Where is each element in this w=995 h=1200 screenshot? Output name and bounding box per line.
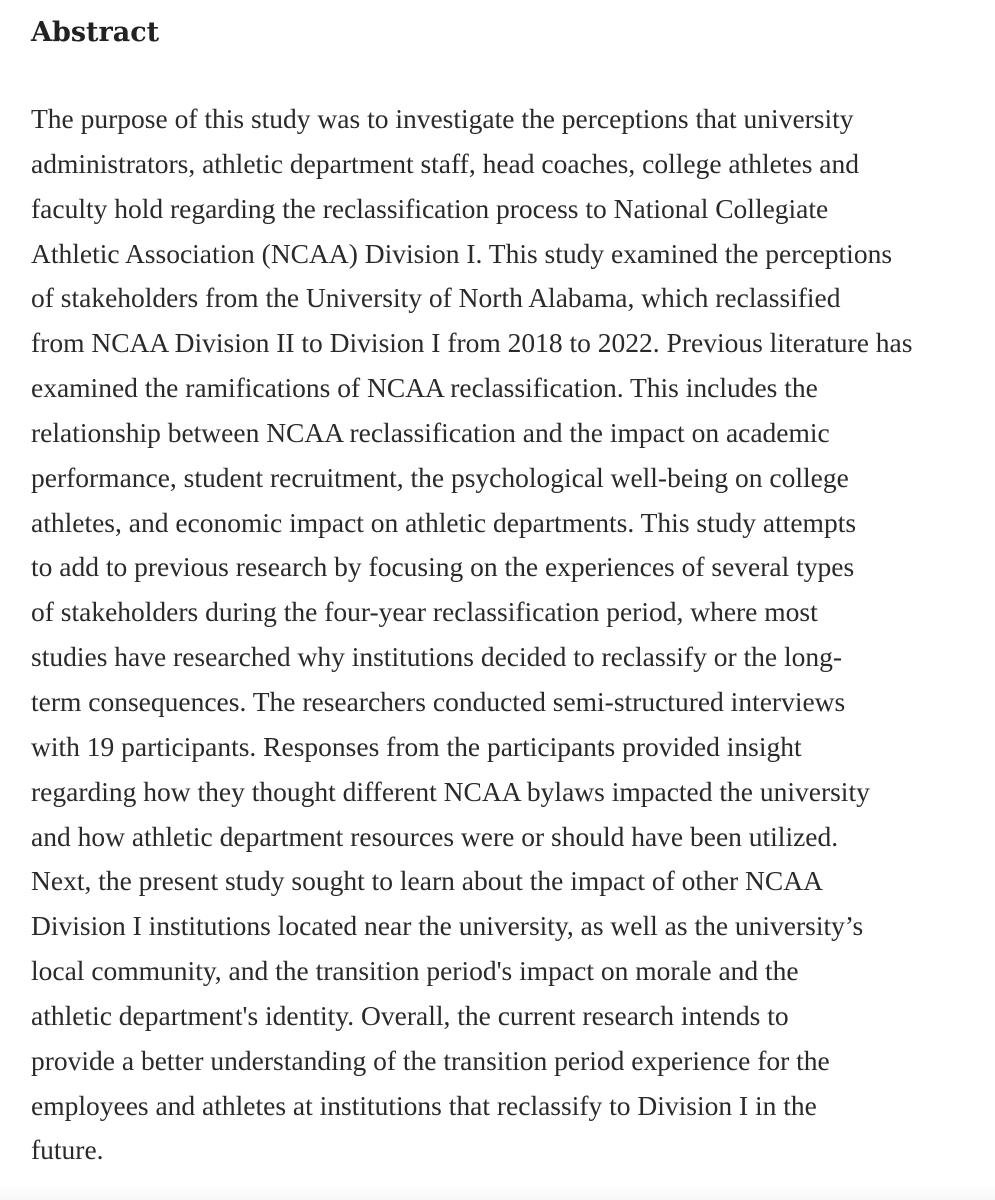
abstract-line: Division I institutions located near the university, as well as the university’s: [31, 910, 864, 942]
abstract-line: Athletic Association (NCAA) Division I. This study examined the perceptions: [31, 237, 893, 269]
abstract-line: of stakeholders during the four-year reclassification period, where most: [31, 596, 818, 628]
abstract-line: term consequences. The researchers conducted semi-structured interviews: [31, 685, 846, 717]
abstract-line: performance, student recruitment, the psychological well-being on college: [31, 461, 849, 493]
abstract-line: regarding how they thought different NCAA bylaws impacted the university: [31, 775, 870, 807]
abstract-line: with 19 participants. Responses from the participants provided insight: [31, 730, 802, 762]
abstract-line: athletic department's identity. Overall, the current research intends to: [31, 999, 789, 1031]
abstract-line: local community, and the transition period's impact on morale and the: [31, 955, 799, 987]
abstract-body: [31, 97, 966, 1173]
abstract-line: Next, the present study sought to learn about the impact of other NCAA: [31, 865, 823, 897]
abstract-line: faculty hold regarding the reclassification process to National Collegiate: [31, 192, 829, 224]
abstract-line: employees and athletes at institutions that reclassify to Division I in the: [31, 1089, 817, 1121]
abstract-line: relationship between NCAA reclassification and the impact on academic: [31, 416, 830, 448]
abstract-heading: Abstract: [31, 17, 160, 48]
abstract-line: athletes, and economic impact on athletic departments. This study attempts: [31, 506, 857, 538]
abstract-line: studies have researched why institutions decided to reclassify or the long-: [31, 641, 843, 673]
abstract-line: from NCAA Division II to Division I from 2018 to 2022. Previous literature has: [31, 327, 913, 359]
abstract-line: examined the ramifications of NCAA reclassification. This includes the: [31, 372, 818, 404]
bottom-fade: [0, 1186, 995, 1200]
abstract-line: provide a better understanding of the transition period experience for the: [31, 1044, 830, 1076]
abstract-line: to add to previous research by focusing on the experiences of several types: [31, 551, 855, 583]
abstract-line: of stakeholders from the University of North Alabama, which reclassified: [31, 282, 841, 314]
abstract-line: The purpose of this study was to investigate the perceptions that university: [31, 103, 854, 134]
abstract-line: future.: [31, 1134, 104, 1166]
abstract-line: and how athletic department resources were or should have been utilized.: [31, 820, 839, 852]
abstract-line: administrators, athletic department staff, head coaches, college athletes and: [31, 147, 859, 179]
